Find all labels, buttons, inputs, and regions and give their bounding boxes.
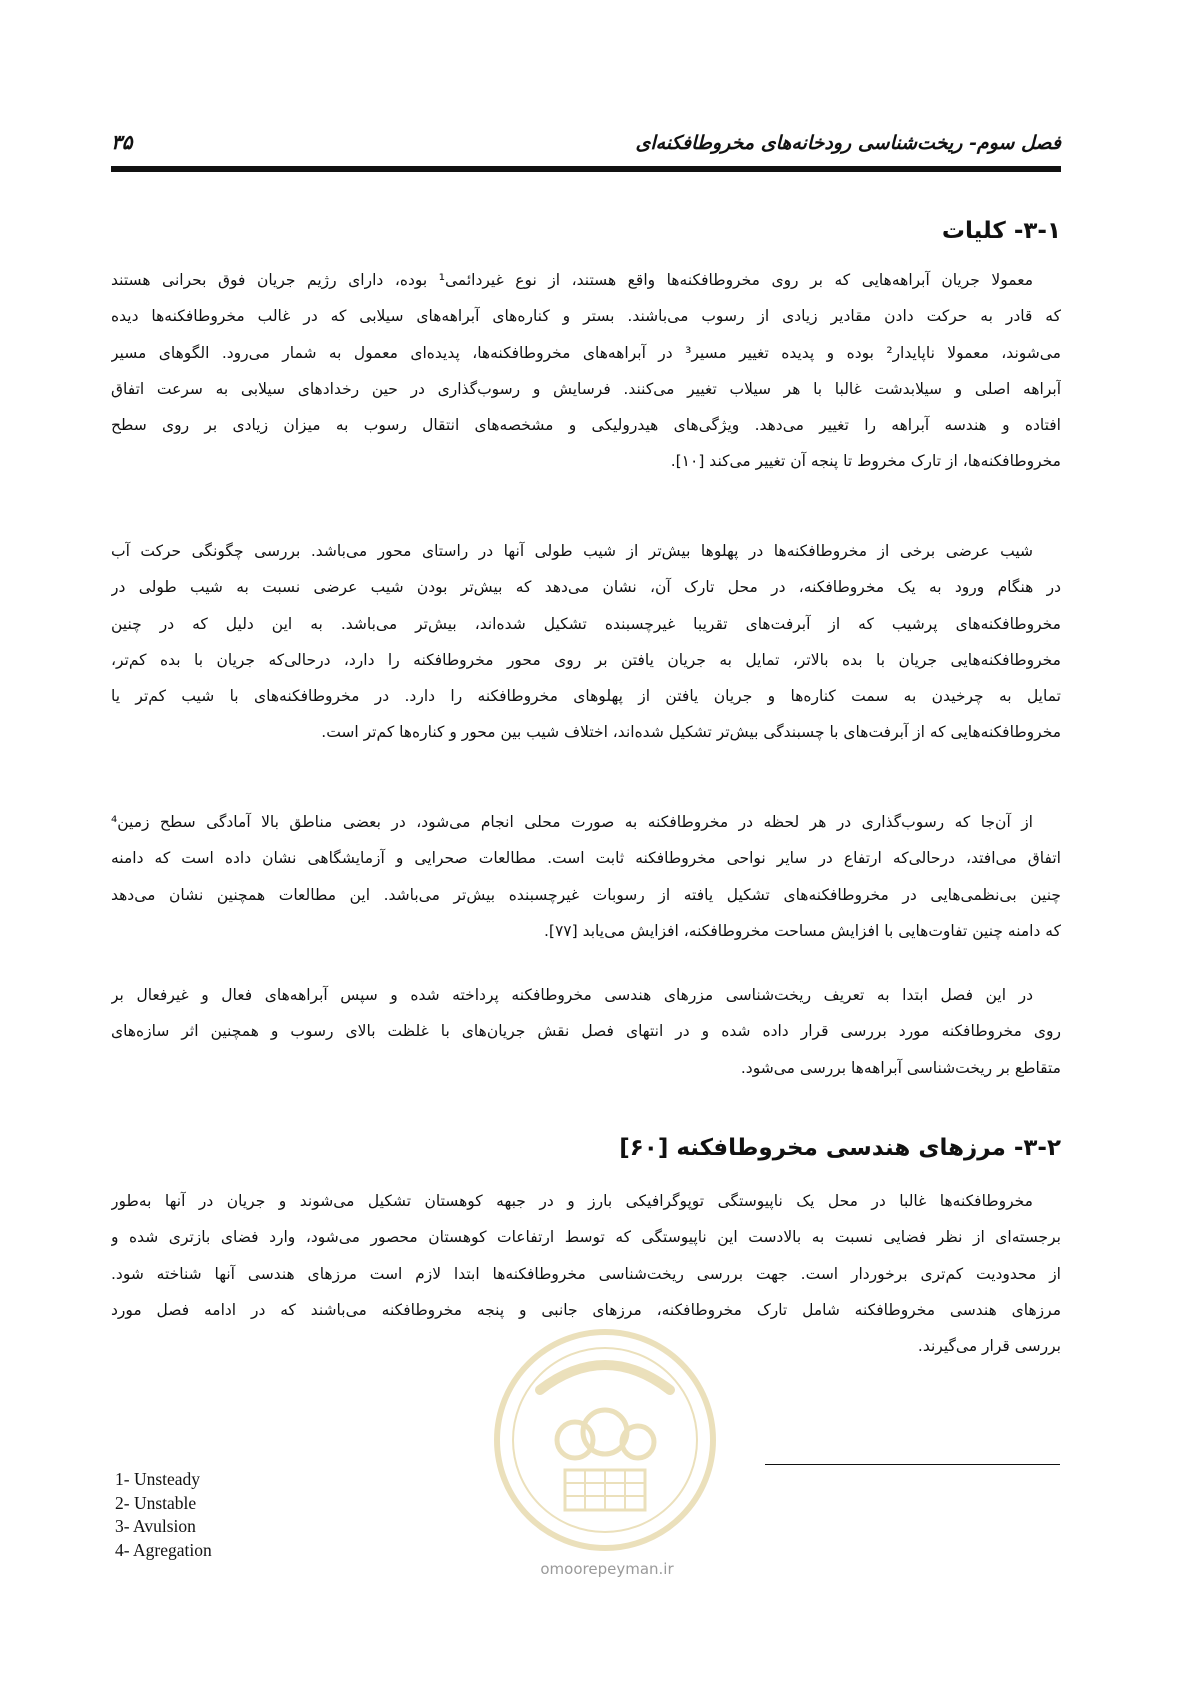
footnotes	[115, 1468, 212, 1562]
paragraph-line: بررسی قرار می‌گیرند.	[917, 1337, 1061, 1356]
paragraph-line: معمولا جریان آبراهه‌هایی که بر روی مخروطافکنه‌ها واقع هستند، از نوع غیردائمی¹ بوده، دارای رژیم جریان فوق بحرانی هستند	[111, 271, 1034, 289]
paragraph-line: مخروطافکنه‌هایی که از آبرفت‌های با چسبندگی بیش‌تر تشکیل شده‌اند، اختلاف شیب بین محور و کناره‌ها کم‌تر است.	[321, 723, 1061, 742]
paragraph-line: تمایل به چرخیدن به سمت کناره‌ها و جریان یافتن از پهلوهای مخروطافکنه را دارد. در مخروطافکنه‌های با شیب کم‌تر یا	[111, 687, 1061, 706]
paragraph-line: مخروطافکنه‌ها، از تارک مخروط تا پنجه آن تغییر می‌کند [۱۰].	[670, 452, 1061, 471]
paragraph-2	[111, 533, 1061, 751]
paragraph-line: اتفاق می‌افتد، درحالی‌که ارتفاع در سایر نواحی مخروطافکنه ثابت است. مطالعات صحرایی و آزمایشگاهی نشان داده است که دامنه	[111, 849, 1061, 868]
watermark-site: omoorepeyman.ir	[540, 1560, 674, 1578]
section-heading-general: ۳-۱- کلیات	[941, 218, 1061, 244]
footnote-item: 2- Unstable	[115, 1492, 197, 1513]
footnote-item: 4- Agregation	[115, 1539, 212, 1560]
chapter-title: فصل سوم- ریخت‌شناسی رودخانه‌های مخروطافکنه‌ای	[635, 132, 1061, 154]
paragraph-line: که قادر به حرکت دادن مقادیر زیادی از رسوب می‌باشند. بستر و کناره‌های آبراهه‌های سیلابی که در غالب مخروطافکنه‌ها دیده	[111, 307, 1061, 326]
paragraph-line: روی مخروطافکنه مورد بررسی قرار داده شده و در انتهای فصل نقش جریان‌های با غلظت بالای رسوب و همچنین اثر سازه‌های	[111, 1022, 1061, 1041]
paragraph-1	[111, 262, 1061, 480]
paragraph-line: مخروطافکنه‌ها غالبا در محل یک ناپیوستگی توپوگرافیکی بارز و در جبهه کوهستان تشکیل می‌شوند و جریان در آنها به‌طور	[111, 1192, 1033, 1210]
footnote-item: 1- Unsteady	[115, 1469, 201, 1489]
page-number: ۳۵	[111, 130, 133, 154]
paragraph-line: شیب عرضی برخی از مخروطافکنه‌ها در پهلوها بیش‌تر از شیب طولی آنها در راستای محور می‌باشد. بررسی چگونگی حرکت آب	[111, 542, 1033, 560]
paragraph-line: می‌شوند، معمولا ناپایدار² بوده و پدیده تغییر مسیر³ در آبراهه‌های مخروطافکنه‌ها، پدیده‌ای معمول به شمار می‌رود. الگوهای مسیر	[111, 343, 1061, 362]
paragraph-line: مخروطافکنه‌هایی جریان با بده بالاتر، تمایل به جریان یافتن بر روی محور مخروطافکنه را دارد، درحالی‌که جریان با بده کم‌تر،	[111, 650, 1061, 669]
paragraph-line: افتاده و هندسه آبراهه را تغییر می‌دهد. ویژگی‌های هیدرولیکی و مشخصه‌های انتقال رسوب به میزان زیادی بر روی سطح	[111, 416, 1061, 435]
section-heading-boundaries: ۳-۲- مرزهای هندسی مخروطافکنه [۶۰]	[619, 1135, 1061, 1161]
paragraph-line: از آن‌جا که رسوب‌گذاری در هر لحظه در مخروطافکنه به صورت محلی انجام می‌شود، در بعضی مناطق بالا آمادگی سطح زمین⁴	[111, 813, 1033, 831]
paragraph-line: در هنگام ورود به یک مخروطافکنه، در محل تارک آن، نشان می‌دهد که بیش‌تر بودن شیب عرضی نسبت به شیب طولی در	[111, 578, 1061, 597]
header-rule	[111, 166, 1061, 172]
paragraph-3	[111, 804, 1061, 949]
paragraph-line: چنین بی‌نظمی‌هایی در مخروطافکنه‌های تشکیل یافته از رسوبات غیرچسبنده بیش‌تر می‌باشد. این مطالعات همچنین نشان می‌دهد	[111, 885, 1061, 904]
paragraph-line: برجسته‌ای از نظر فضایی نسبت به بالادست این ناپیوستگی که توسط ارتفاعات کوهستان محصور می‌شود، وارد فضای بازتری شده و	[111, 1228, 1061, 1247]
paragraph-4	[111, 977, 1061, 1086]
footnote-rule	[765, 1464, 1060, 1465]
paragraph-line: که دامنه چنین تفاوت‌هایی با افزایش مساحت مخروطافکنه، افزایش می‌یابد [۷۷].	[543, 921, 1061, 940]
paragraph-line: مرزهای هندسی مخروطافکنه شامل تارک مخروطافکنه، مرزهای جانبی و پنجه مخروطافکنه می‌باشند که در ادامه فصل مورد	[111, 1300, 1061, 1319]
watermark-logo-icon	[480, 1320, 730, 1560]
page-header	[111, 128, 1061, 162]
paragraph-line: در این فصل ابتدا به تعریف ریخت‌شناسی مزرهای هندسی مخروطافکنه پرداخته شده و سپس آبراهه‌های فعال و غیرفعال بر	[111, 986, 1033, 1004]
footnote-item: 3- Avulsion	[115, 1516, 196, 1536]
paragraph-line: مخروطافکنه‌های پرشیب که از آبرفت‌های تقریبا غیرچسبنده تشکیل شده‌اند، بیش‌تر می‌باشد. به این دلیل که در چنین	[111, 614, 1061, 633]
paragraph-line: از محدودیت کم‌تری برخوردار است. جهت بررسی ریخت‌شناسی مخروطافکنه‌ها ابتدا لازم است مرزهای هندسی آنها شناخته شود.	[111, 1264, 1061, 1283]
paragraph-line: متقاطع بر ریخت‌شناسی آبراهه‌ها بررسی می‌شود.	[740, 1058, 1061, 1077]
paragraph-line: آبراهه اصلی و سیلابدشت غالبا با هر سیلاب تغییر می‌کنند. فرسایش و رسوب‌گذاری در حین رخدادهای سیلابی به سرعت اتفاق	[111, 379, 1061, 398]
